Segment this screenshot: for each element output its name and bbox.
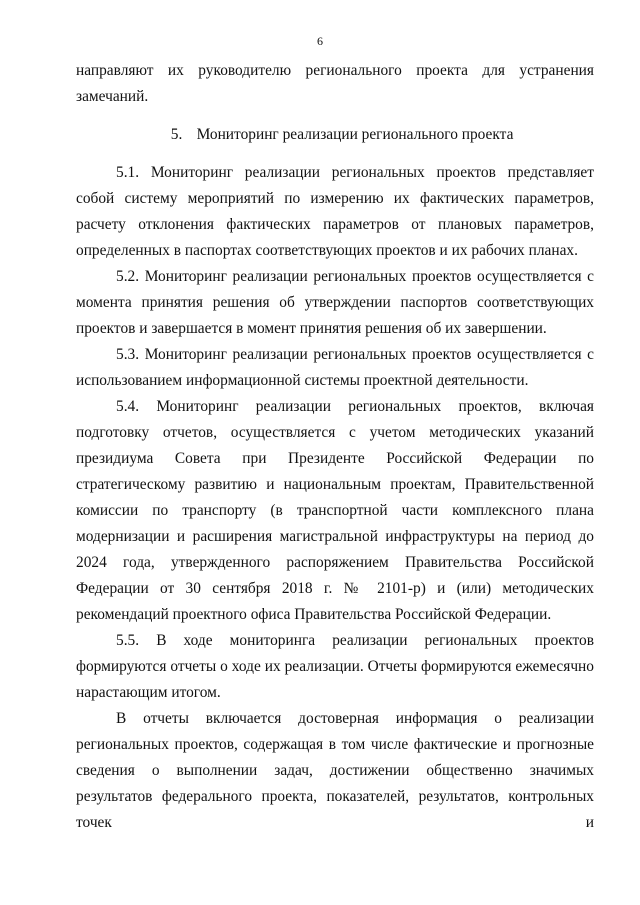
paragraph-5-2: 5.2. Мониторинг реализации региональных проектов осуществляется с момента принятия решения об утверждении паспортов соответствующих проектов и завершается в момент принятия решения об их завершении. — [76, 268, 594, 337]
section-number: 5. — [170, 126, 183, 143]
paragraph-5-4: 5.4. Мониторинг реализации региональных проектов, включая подготовку отчетов, осуществляется с учетом методических указаний президиума Совета при Президенте Российской Федерации по стратегическому развитию и национальным проектам, Правительственной комиссии по транспорту (в транспортной части комплексного плана модернизации и расширения магистральной инфраструктуры на период до 2024 года, утвержденного распоряжением Правительства Российской Федерации от 30 сентября 2018 г. № 2101-р) и (или) методических рекомендаций проектного офиса Правительства Российской Федерации. — [76, 398, 594, 623]
paragraph-reports-content: В отчеты включается достоверная информация о реализации региональных проектов, содержащая в том числе фактические и прогнозные сведения о выполнении задач, достижении общественно значимых результатов федерального проекта, показателей, результатов, контрольных точек и — [76, 710, 594, 831]
section-title: Мониторинг реализации регионального проекта — [196, 126, 514, 143]
section-heading — [76, 122, 594, 148]
paragraph-5-5: 5.5. В ходе мониторинга реализации региональных проектов формируются отчеты о ходе их реализации. Отчеты формируются ежемесячно нарастающим итогом. — [76, 632, 594, 701]
paragraph-5-1: 5.1. Мониторинг реализации региональных проектов представляет собой систему мероприятий по измерению их фактических параметров, расчету отклонения фактических параметров от плановых параметров, определенных в паспортах соответствующих проектов и их рабочих планах. — [76, 164, 594, 259]
page-body — [76, 58, 594, 836]
page-number: 6 — [317, 34, 323, 48]
carryover-paragraph: направляют их руководителю регионального проекта для устранения замечаний. — [76, 62, 594, 105]
paragraph-5-3: 5.3. Мониторинг реализации региональных проектов осуществляется с использованием информационной системы проектной деятельности. — [76, 346, 594, 389]
